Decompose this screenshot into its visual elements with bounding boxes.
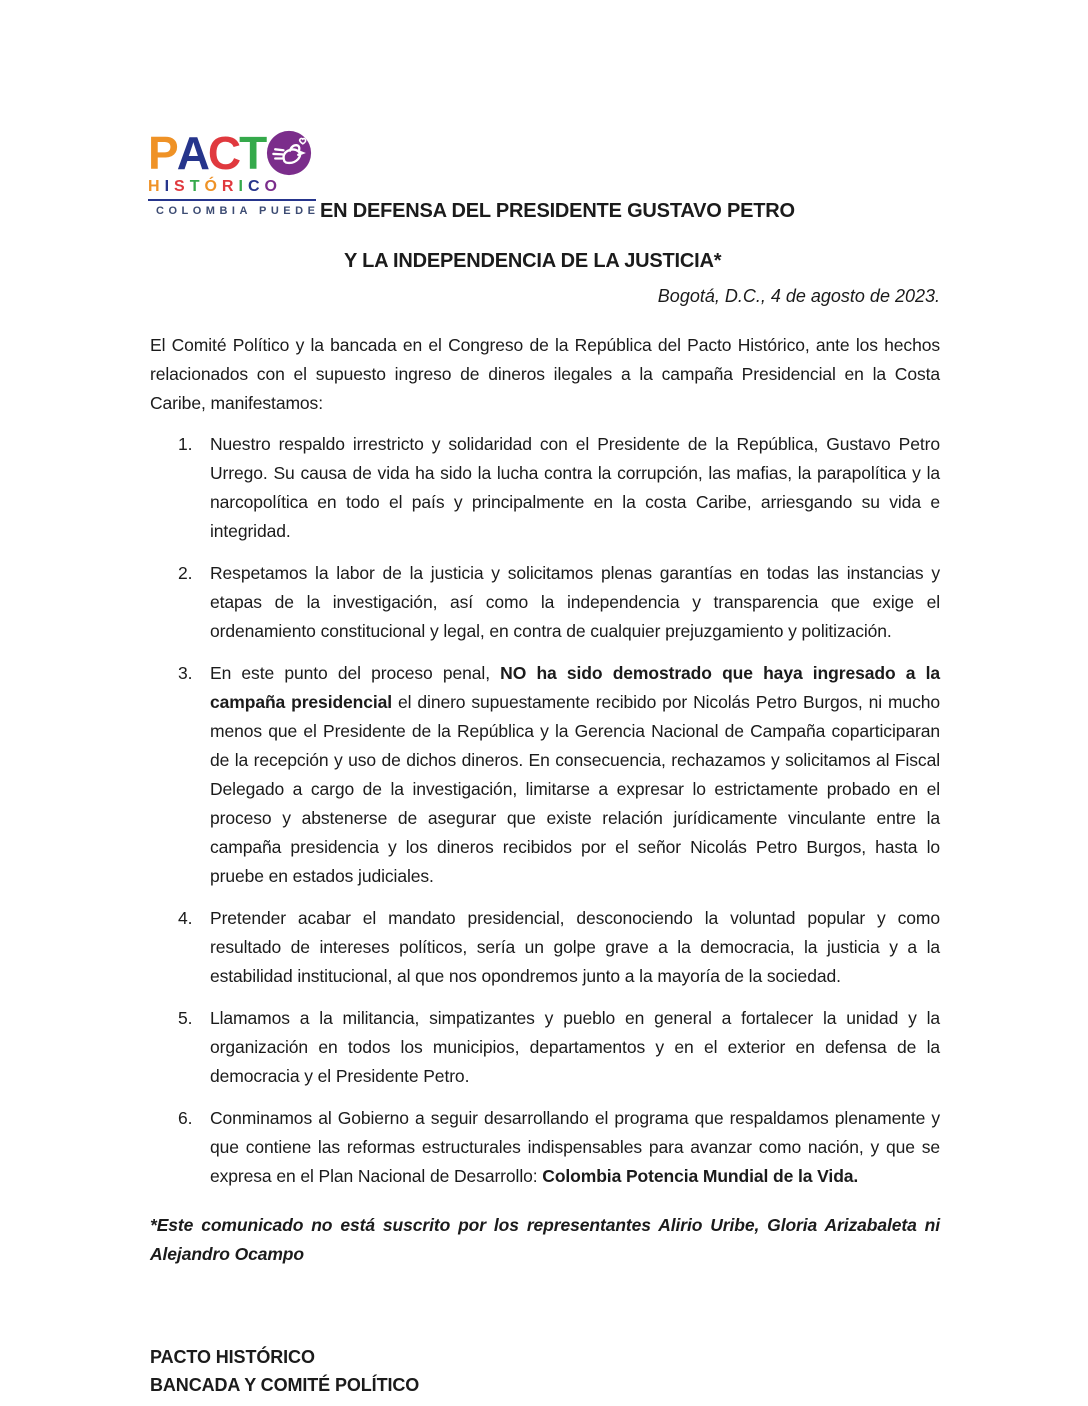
logo-letter: T: [239, 127, 266, 179]
logo-letter: Ó: [204, 178, 222, 195]
logo-tagline: COLOMBIA PUEDE: [156, 205, 320, 217]
dateline: Bogotá, D.C., 4 de agosto de 2023.: [657, 286, 940, 306]
statement-segment: Llamamos a la militancia, simpatizantes y pueblo en general a fortalecer la unidad y la organización en todos los municipios, departamentos y en el exterior en defensa de la democracia y el Presidente Petro.: [210, 1008, 940, 1086]
statement-text: [210, 1004, 940, 1091]
statement-number: 3.: [178, 663, 193, 683]
logo-word-historico: [148, 178, 324, 196]
document-body: [150, 331, 940, 1399]
statement-item: [150, 430, 940, 546]
logo-letter: T: [189, 178, 205, 195]
logo-letter: S: [174, 178, 190, 195]
logo-letter: H: [148, 178, 165, 195]
statement-segment: En este punto del proceso penal,: [210, 663, 490, 683]
statement-segment: Pretender acabar el mandato presidencial, desconociendo la voluntad popular y como resultado de intereses políticos, sería un golpe grave a la democracia, la justicia y a la estabilidad institucional, al que nos opondremos junto a la mayoría de la sociedad.: [210, 908, 940, 986]
statement-segment: Nuestro respaldo irrestricto y solidaridad con el Presidente de la República, Gustavo Petro Urrego. Su causa de vida ha sido la lucha contra la corrupción, las mafias, la parapolítica y la narcopolítica en todo el país y principalmente en la costa Caribe, arriesgando su vida e integridad.: [210, 434, 940, 541]
signature-block: [150, 1343, 940, 1399]
logo-letter: R: [221, 178, 239, 195]
title-line-2: Y LA INDEPENDENCIA DE LA JUSTICIA*: [344, 250, 722, 272]
statement-segment: Respetamos la labor de la justicia y solicitamos plenas garantías en todas las instancias y etapas de la investigación, así como la independencia y transparencia que exige el ordenamiento constitucional y legal, en contra de cualquier prejuzgamiento y politización.: [210, 563, 940, 641]
statement-text: [210, 559, 940, 646]
logo-letter: A: [176, 127, 208, 179]
logo-letter: I: [238, 178, 248, 195]
statement-text: [210, 659, 940, 891]
statement-number: 4.: [178, 908, 193, 928]
statement-item: [150, 1004, 940, 1091]
logo-underline: [148, 199, 316, 201]
dove-icon: [266, 130, 312, 176]
statement-item: [150, 559, 940, 646]
title-line-1: EN DEFENSA DEL PRESIDENTE GUSTAVO PETRO: [320, 200, 795, 222]
footnote: *Este comunicado no está suscrito por los representantes Alirio Uribe, Gloria Arizabaleta ni Alejandro Ocampo: [150, 1215, 940, 1264]
statement-segment-bold: Colombia Potencia Mundial de la Vida.: [542, 1166, 859, 1186]
signature-line-1: PACTO HISTÓRICO: [150, 1347, 315, 1367]
statement-segment: el dinero supuestamente recibido por Nicolás Petro Burgos, ni mucho menos que el Presidente de la República y la Gerencia Nacional de Campaña coparticiparan de la recepción y uso de dichos dineros. En consecuencia, rechazamos y solicitamos al Fiscal Delegado a cargo de la investigación, limitarse a expresar lo estrictamente probado en el proceso y abstenerse de asegurar que existe relación jurídicamente vinculante entre la campaña presidencia y los dineros recibidos por el señor Nicolás Petro Burgos, hasta lo pruebe en estados judiciales.: [210, 692, 940, 886]
statement-segment: Conminamos al Gobierno a seguir desarrollando el programa que respaldamos plenamente y que contiene las reformas estructurales indispensables para avanzar como nación, y que se expresa en el Plan Nacional de Desarrollo:: [210, 1108, 940, 1186]
pacto-historico-logo: [148, 127, 324, 217]
logo-letter: I: [164, 178, 175, 195]
statement-number: 1.: [178, 434, 193, 454]
logo-letter: C: [247, 178, 265, 195]
signature-line-2: BANCADA Y COMITÉ POLÍTICO: [150, 1375, 420, 1395]
statement-item: [150, 659, 940, 891]
statement-text: [210, 904, 940, 991]
logo-letter: P: [148, 127, 177, 179]
statement-text: [210, 1104, 940, 1191]
statement-item: [150, 1104, 940, 1191]
statement-number: 2.: [178, 563, 193, 583]
statement-number: 6.: [178, 1108, 193, 1128]
logo-word-pacto: [148, 127, 324, 179]
statement-number: 5.: [178, 1008, 193, 1028]
statement-segment-bold: NO ha sido demostrado que haya ingresado a la campaña presidencial: [210, 663, 940, 712]
statement-item: [150, 904, 940, 991]
statement-list: [150, 430, 940, 1191]
logo-letter: O: [264, 178, 282, 195]
logo-letter: C: [207, 127, 240, 179]
intro-paragraph: El Comité Político y la bancada en el Congreso de la República del Pacto Histórico, ante los hechos relacionados con el supuesto ingreso de dineros ilegales a la campaña Presidencial en la Costa Caribe, manifestamos:: [150, 335, 940, 413]
statement-text: [210, 430, 940, 546]
